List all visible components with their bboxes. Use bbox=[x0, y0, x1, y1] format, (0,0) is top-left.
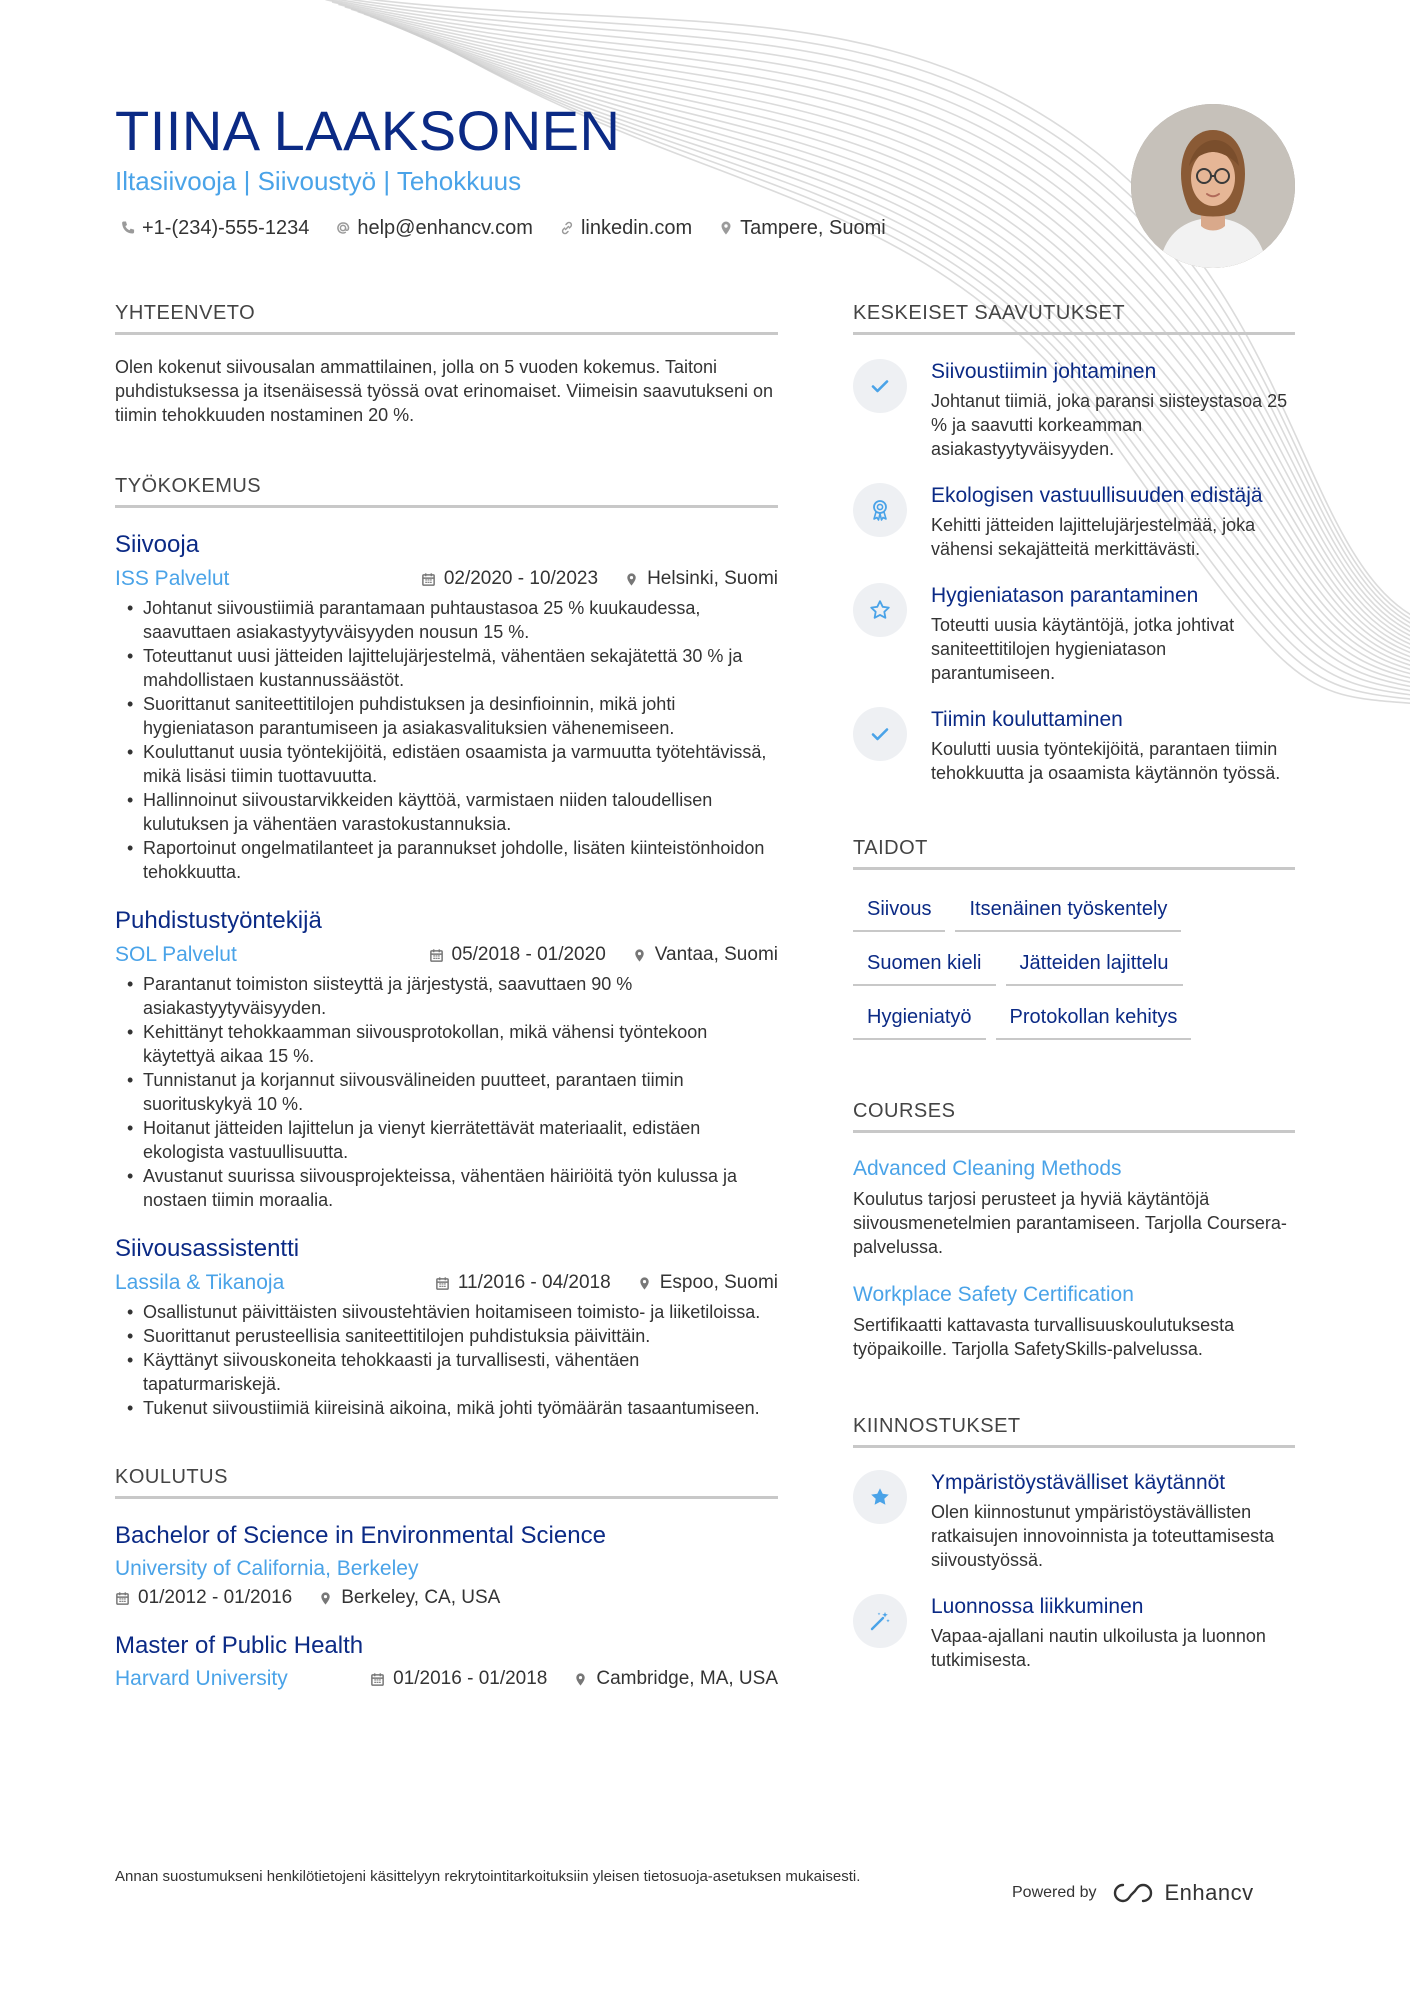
interest-text: Vapaa-ajallani nautin ulkoilusta ja luonnon tutkimisesta. bbox=[931, 1626, 1266, 1670]
job-bullet: • Avustanut suurissa siivousprojekteissa, vähentäen häiriöitä työn kulussa ja nostaen tiimin moraalia. bbox=[115, 1164, 778, 1212]
job-location bbox=[637, 1272, 778, 1294]
phone-icon bbox=[120, 220, 136, 236]
skill-tag: Hygieniatyö bbox=[853, 1004, 986, 1040]
job-bullets bbox=[115, 972, 778, 1212]
calendar-icon bbox=[429, 948, 444, 963]
contact-phone[interactable] bbox=[120, 217, 309, 240]
job-bullet: • Osallistunut päivittäisten siivoustehtävien hoitamiseen toimisto- ja liiketiloissa. bbox=[115, 1300, 778, 1324]
job-bullet: • Johtanut siivoustiimiä parantamaan puhtaustasoa 25 % kuukaudessa, saavuttaen asiakastyytyväisyyden nousun 15 %. bbox=[115, 596, 778, 644]
job-bullet: • Parantanut toimiston siisteyttä ja järjestystä, saavuttaen 90 % asiakastyytyväisyyden. bbox=[115, 972, 778, 1020]
profile-photo bbox=[1131, 104, 1295, 268]
contact-linkedin[interactable] bbox=[559, 217, 692, 240]
course-title[interactable]: Advanced Cleaning Methods bbox=[853, 1157, 1122, 1180]
achievement-body bbox=[931, 583, 1295, 685]
star-outline-icon bbox=[868, 598, 892, 622]
achievement-item bbox=[853, 707, 1295, 785]
achievement-text: Koulutti uusia työntekijöitä, parantaen tiimin tehokkuutta ja osaamista käytännön työssä. bbox=[931, 739, 1281, 783]
job-dates-text: 02/2020 - 10/2023 bbox=[443, 568, 599, 589]
course-item bbox=[853, 1155, 1295, 1259]
course-text: Koulutus tarjosi perusteet ja hyviä käytäntöjä siivousmenetelmien parantamiseen. Tarjolla Coursera-palvelussa. bbox=[853, 1189, 1287, 1257]
star-icon bbox=[868, 1485, 892, 1509]
job-bullet: • Suorittanut perusteellisia saniteettitilojen puhdistuksia päivittäin. bbox=[115, 1324, 778, 1348]
achievement-item bbox=[853, 483, 1295, 561]
job-dates bbox=[435, 1272, 611, 1294]
contact-location bbox=[718, 217, 886, 240]
interest-body bbox=[931, 1594, 1295, 1672]
course-title[interactable]: Workplace Safety Certification bbox=[853, 1283, 1134, 1306]
achievements-section bbox=[853, 300, 1295, 785]
interest-item bbox=[853, 1470, 1295, 1572]
check-icon bbox=[868, 374, 892, 398]
job-bullet: • Kouluttanut uusia työntekijöitä, edistäen osaamista ja varmuutta työtehtävissä, mikä lisäsi tiimin tuottavuutta. bbox=[115, 740, 778, 788]
courses-heading: COURSES bbox=[853, 1098, 1295, 1133]
job-location bbox=[632, 944, 778, 966]
job-dates bbox=[421, 568, 598, 590]
job-title: Siivooja bbox=[115, 531, 200, 558]
phone-text: +1-(234)-555-1234 bbox=[142, 216, 310, 239]
job-dates bbox=[429, 944, 606, 966]
calendar-icon bbox=[421, 572, 436, 587]
job-meta-right bbox=[435, 1272, 778, 1294]
email-text: help@enhancv.com bbox=[357, 216, 533, 239]
interest-list bbox=[853, 1470, 1295, 1672]
candidate-name: TIINA LAAKSONEN bbox=[115, 99, 621, 162]
achievement-item bbox=[853, 359, 1295, 461]
job-bullet: • Hoitanut jätteiden lajittelun ja vienyt kierrätettävät materiaalit, edistäen ekologista vastuullisuutta. bbox=[115, 1116, 778, 1164]
interest-icon-badge bbox=[853, 1594, 907, 1648]
location-pin-icon bbox=[637, 1276, 652, 1291]
education-entry bbox=[115, 1521, 778, 1609]
education-location-text: Cambridge, MA, USA bbox=[596, 1668, 778, 1689]
calendar-icon bbox=[370, 1672, 385, 1687]
location-text: Tampere, Suomi bbox=[740, 216, 886, 239]
job-dates-text: 11/2016 - 04/2018 bbox=[457, 1272, 611, 1293]
job-title: Puhdistustyöntekijä bbox=[115, 907, 322, 934]
skill-list bbox=[853, 896, 1295, 1040]
consent-note: Annan suostumukseni henkilötietojeni käsittelyyn rekrytointitarkoituksiin yleisen tietosuoja-asetuksen mukaisesti. bbox=[115, 1868, 861, 1885]
job-location bbox=[624, 568, 778, 590]
job-bullet: • Tunnistanut ja korjannut siivousvälineiden puutteet, parantaen tiimin suorituskykyä 10 %. bbox=[115, 1068, 778, 1116]
job-company[interactable]: SOL Palvelut bbox=[115, 943, 237, 966]
achievements-heading: KESKEISET SAAVUTUKSET bbox=[853, 300, 1295, 335]
job-company[interactable]: Lassila & Tikanoja bbox=[115, 1271, 285, 1294]
education-dates-text: 01/2012 - 01/2016 bbox=[138, 1587, 293, 1608]
experience-section bbox=[115, 473, 778, 1420]
job-dates-text: 05/2018 - 01/2020 bbox=[451, 944, 606, 965]
education-dates bbox=[115, 1587, 292, 1609]
job-entry bbox=[115, 1234, 778, 1420]
job-meta-right bbox=[429, 944, 778, 966]
achievement-text: Toteutti uusia käytäntöjä, jotka johtivat saniteettitilojen hygieniatason parantumiseen. bbox=[931, 615, 1235, 683]
experience-heading: TYÖKOKEMUS bbox=[115, 473, 778, 508]
calendar-icon bbox=[115, 1591, 130, 1606]
job-bullet: • Tukenut siivoustiimiä kiireisinä aikoina, mikä johti työmäärän tasaantumiseen. bbox=[115, 1396, 778, 1420]
achievement-title: Tiimin kouluttaminen bbox=[931, 708, 1123, 731]
education-location bbox=[318, 1587, 500, 1609]
job-entry bbox=[115, 530, 778, 884]
interest-title: Ympäristöystävälliset käytännöt bbox=[931, 1471, 1226, 1494]
education-school[interactable]: Harvard University bbox=[115, 1667, 288, 1690]
education-section bbox=[115, 1464, 778, 1693]
achievement-body bbox=[931, 483, 1295, 561]
job-bullet: • Käyttänyt siivouskoneita tehokkaasti ja turvallisesti, vähentäen tapaturmariskejä. bbox=[115, 1348, 778, 1396]
interests-section bbox=[853, 1413, 1295, 1672]
job-company[interactable]: ISS Palvelut bbox=[115, 567, 230, 590]
achievement-body bbox=[931, 707, 1295, 785]
job-location-text: Helsinki, Suomi bbox=[647, 568, 778, 589]
achievement-title: Hygieniatason parantaminen bbox=[931, 584, 1199, 607]
check-icon bbox=[868, 722, 892, 746]
job-meta-right bbox=[421, 568, 778, 590]
job-bullet: • Suorittanut saniteettitilojen puhdistuksen ja desinfioinnin, mikä johti hygieniatason parantumiseen ja asiakasvalituksien vähenemiseen. bbox=[115, 692, 778, 740]
skills-section bbox=[853, 835, 1295, 1040]
education-row bbox=[115, 1665, 778, 1693]
skill-tag: Jätteiden lajittelu bbox=[1006, 950, 1183, 986]
achievement-body bbox=[931, 359, 1295, 461]
education-dates bbox=[370, 1668, 547, 1690]
skill-tag: Protokollan kehitys bbox=[996, 1004, 1192, 1040]
interests-heading: KIINNOSTUKSET bbox=[853, 1413, 1295, 1448]
award-icon bbox=[868, 498, 892, 522]
location-pin-icon bbox=[632, 948, 647, 963]
education-dates-text: 01/2016 - 01/2018 bbox=[393, 1668, 548, 1689]
interest-text: Olen kiinnostunut ympäristöystävällisten ratkaisujen innovoinnista ja toteuttamisesta siivoustyössä. bbox=[931, 1502, 1275, 1570]
location-pin-icon bbox=[624, 572, 639, 587]
job-bullet: • Toteuttanut uusi jätteiden lajittelujärjestelmä, vähentäen sekajätettä 30 % ja mahdollistaen kustannussäästöt. bbox=[115, 644, 778, 692]
job-bullet: • Hallinnoinut siivoustarvikkeiden käyttöä, varmistaen niiden taloudellisen kulutuksen ja vähentäen varastokustannuksia. bbox=[115, 788, 778, 836]
right-column bbox=[853, 300, 1295, 1672]
job-title: Siivousassistentti bbox=[115, 1235, 300, 1262]
achievement-title: Siivoustiimin johtaminen bbox=[931, 360, 1157, 383]
job-location-text: Espoo, Suomi bbox=[659, 1272, 778, 1293]
contact-row bbox=[120, 213, 886, 243]
education-list bbox=[115, 1521, 778, 1693]
job-location-text: Vantaa, Suomi bbox=[654, 944, 778, 965]
course-list bbox=[853, 1155, 1295, 1361]
interest-title: Luonnossa liikkuminen bbox=[931, 1595, 1144, 1618]
skill-tag: Itsenäinen työskentely bbox=[955, 896, 1181, 932]
achievement-text: Kehitti jätteiden lajittelujärjestelmää, joka vähensi sekajätteitä merkittävästi. bbox=[931, 515, 1256, 559]
calendar-icon bbox=[435, 1276, 450, 1291]
job-entry bbox=[115, 906, 778, 1212]
summary-heading: YHTEENVETO bbox=[115, 300, 778, 335]
achievement-title: Ekologisen vastuullisuuden edistäjä bbox=[931, 484, 1263, 507]
job-meta bbox=[115, 1270, 778, 1296]
education-meta bbox=[370, 1668, 778, 1690]
job-list bbox=[115, 530, 778, 1420]
magic-wand-icon bbox=[868, 1609, 892, 1633]
achievement-item bbox=[853, 583, 1295, 685]
skills-heading: TAIDOT bbox=[853, 835, 1295, 870]
achievement-list bbox=[853, 359, 1295, 785]
interest-item bbox=[853, 1594, 1295, 1672]
education-location bbox=[573, 1668, 778, 1690]
skill-tag: Suomen kieli bbox=[853, 950, 996, 986]
course-item bbox=[853, 1281, 1295, 1361]
education-degree: Bachelor of Science in Environmental Science bbox=[115, 1522, 606, 1549]
achievement-icon-badge bbox=[853, 359, 907, 413]
enhancv-logo[interactable] bbox=[1113, 1880, 1254, 1906]
job-bullets bbox=[115, 1300, 778, 1420]
link-icon bbox=[559, 220, 575, 236]
location-pin-icon bbox=[318, 1591, 333, 1606]
interest-icon-badge bbox=[853, 1470, 907, 1524]
achievement-icon-badge bbox=[853, 483, 907, 537]
skill-tag: Siivous bbox=[853, 896, 945, 932]
location-pin-icon bbox=[718, 220, 734, 236]
location-pin-icon bbox=[573, 1672, 588, 1687]
job-bullet: • Kehittänyt tehokkaamman siivousprotokollan, mikä vähensi työntekoon käytettyä aikaa 15 %. bbox=[115, 1020, 778, 1068]
summary-section bbox=[115, 300, 778, 427]
education-meta bbox=[115, 1587, 778, 1609]
education-entry bbox=[115, 1631, 778, 1693]
enhancv-brand-text: Enhancv bbox=[1164, 1880, 1254, 1905]
course-text: Sertifikaatti kattavasta turvallisuuskoulutuksesta työpaikoille. Tarjolla SafetySkills-palvelussa. bbox=[853, 1315, 1235, 1359]
contact-email[interactable] bbox=[335, 217, 533, 240]
avatar-illustration bbox=[1131, 104, 1295, 268]
achievement-icon-badge bbox=[853, 583, 907, 637]
interest-body bbox=[931, 1470, 1295, 1572]
education-degree: Master of Public Health bbox=[115, 1632, 364, 1659]
powered-by-label: Powered by bbox=[1012, 1884, 1097, 1901]
at-icon bbox=[335, 220, 351, 236]
candidate-tagline: Iltasiivooja | Siivoustyö | Tehokkuus bbox=[115, 166, 522, 196]
education-school[interactable]: University of California, Berkeley bbox=[115, 1557, 419, 1580]
summary-text: Olen kokenut siivousalan ammattilainen, jolla on 5 vuoden kokemus. Taitoni puhdistuksessa ja itsenäisessä työssä ovat erinomaiset. Viimeisin saavutukseni on tiimin tehokkuuden nostaminen 20 %. bbox=[115, 357, 774, 425]
achievement-text: Johtanut tiimiä, joka paransi siisteystasoa 25 % ja saavutti korkeamman asiakastyytyväisyyden. bbox=[931, 391, 1288, 459]
job-meta bbox=[115, 566, 778, 592]
education-heading: KOULUTUS bbox=[115, 1464, 778, 1499]
left-column bbox=[115, 300, 778, 1693]
education-location-text: Berkeley, CA, USA bbox=[341, 1587, 501, 1608]
job-meta bbox=[115, 942, 778, 968]
achievement-icon-badge bbox=[853, 707, 907, 761]
courses-section bbox=[853, 1098, 1295, 1361]
job-bullet: • Raportoinut ongelmatilanteet ja parannukset johdolle, lisäten kiinteistönhoidon tehokkuutta. bbox=[115, 836, 778, 884]
enhancv-logo-icon bbox=[1113, 1881, 1157, 1905]
linkedin-text: linkedin.com bbox=[580, 216, 693, 239]
powered-by bbox=[1012, 1880, 1254, 1906]
job-bullets bbox=[115, 596, 778, 884]
